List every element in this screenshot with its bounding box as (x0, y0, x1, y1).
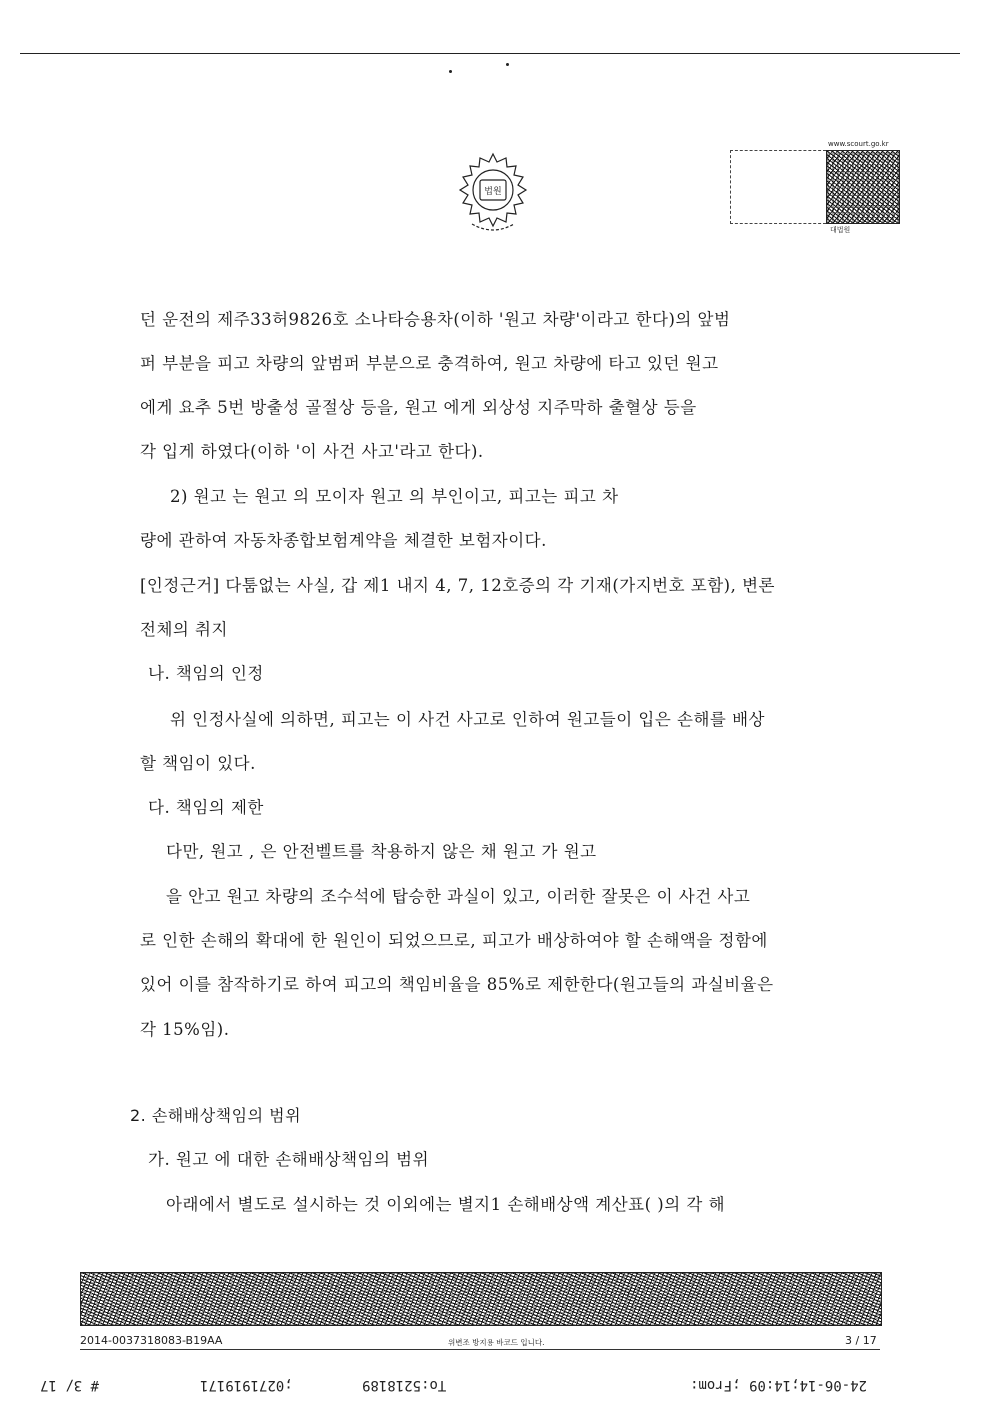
qr-caption: 대법원 (830, 226, 851, 234)
fax-page-count: # 3/ 17 (40, 1377, 100, 1393)
scan-speck (449, 70, 452, 73)
section-heading: 다. 책임의 제한 (148, 798, 264, 817)
text-line: 2) 원고 는 원고 의 모이자 원고 의 부인이고, 피고는 피고 차 (170, 487, 619, 506)
text-line: 각 15%임). (140, 1020, 230, 1039)
footer-rule (80, 1349, 880, 1350)
fax-to-number: To:5218189 (362, 1377, 447, 1393)
svg-text:법원: 법원 (484, 187, 502, 197)
page-number: 3 / 17 (845, 1334, 877, 1347)
section-heading: 2. 손해배상책임의 범위 (130, 1106, 302, 1125)
qr-frame (730, 150, 826, 224)
verification-code-block (730, 140, 900, 235)
barcode-notice: 위변조 방지용 바코드 입니다. (448, 1338, 545, 1347)
text-line: 에게 요추 5번 방출성 골절상 등을, 원고 에게 외상성 지주막하 출혈상 등을 (140, 398, 697, 417)
text-line: 있어 이를 참작하기로 하여 피고의 책임비율을 85%로 제한한다(원고들의 과실비율은 (140, 975, 774, 994)
text-line: 각 입게 하였다(이하 '이 사건 사고'라고 한다). (140, 442, 484, 461)
qr-url: www.scourt.go.kr (828, 140, 889, 148)
qr-code-icon (826, 150, 900, 224)
text-line: 다만, 원고 , 은 안전벨트를 착용하지 않은 채 원고 가 원고 (166, 842, 597, 861)
text-line: 전체의 취지 (140, 620, 228, 639)
fax-from-number: ;0271919171 (200, 1377, 293, 1393)
text-line: 퍼 부분을 피고 차량의 앞범퍼 부분으로 충격하여, 원고 차량에 타고 있던 원고 (140, 354, 719, 373)
text-line: 위 인정사실에 의하면, 피고는 이 사건 사고로 인하여 원고들이 입은 손해를 배상 (170, 710, 765, 729)
text-line: 아래에서 별도로 설시하는 것 이외에는 별지1 손해배상액 계산표( )의 각 해 (166, 1195, 726, 1214)
court-seal-icon (450, 148, 536, 236)
text-line: 량에 관하여 자동차종합보험계약을 체결한 보험자이다. (140, 531, 547, 550)
section-heading: 가. 원고 에 대한 손해배상책임의 범위 (148, 1150, 430, 1169)
fax-timestamp: 24-06-14;14:09 ;From: (690, 1377, 868, 1393)
text-line: 로 인한 손해의 확대에 한 원인이 되었으므로, 피고가 배상하여야 할 손해액을 정함에 (140, 931, 768, 950)
section-heading: 나. 책임의 인정 (148, 664, 264, 683)
scan-speck (506, 63, 509, 66)
text-line: [인정근거] 다툼없는 사실, 갑 제1 내지 4, 7, 12호증의 각 기재(가지번호 포함), 변론 (140, 576, 775, 595)
text-line: 할 책임이 있다. (140, 754, 256, 773)
anti-forgery-barcode (80, 1272, 882, 1326)
top-rule (20, 53, 960, 54)
document-id: 2014-0037318083-B19AA (80, 1334, 223, 1347)
text-line: 을 안고 원고 차량의 조수석에 탑승한 과실이 있고, 이러한 잘못은 이 사건 사고 (166, 887, 751, 906)
text-line: 던 운전의 제주33허9826호 소나타승용차(이하 '원고 차량'이라고 한다)의 앞범 (140, 310, 731, 329)
